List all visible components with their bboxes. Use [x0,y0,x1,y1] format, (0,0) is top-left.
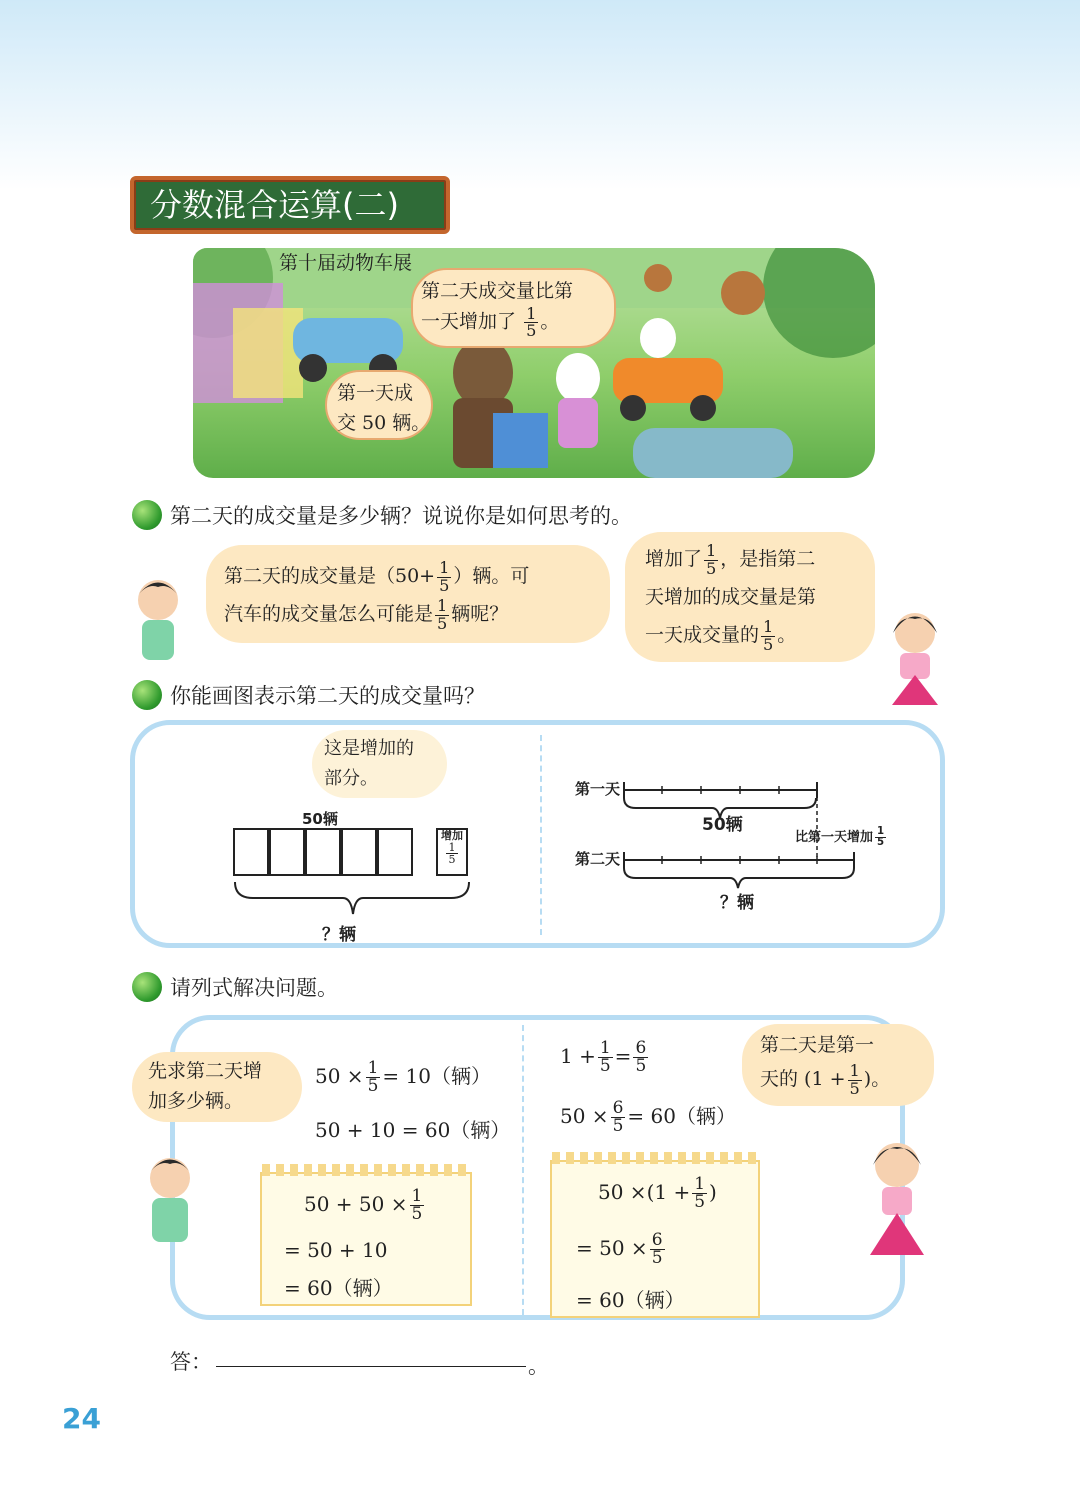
label-unknown-left: ？辆 [322,925,356,945]
label-day-2: 第二天 [575,850,621,868]
fraction: $\frac{1}{5}$ [367,1058,379,1096]
fraction: $\frac{1}{5}$ [763,617,774,654]
segment-box [269,828,305,876]
question-3: 请列式解决问题。 [170,976,338,1000]
boy-speech-bubble: 第二天的成交量是（50+ $\frac{1}{5}$ ）辆。可 汽车的成交量怎么可能是 $\frac{1}{5}$ 辆呢？ [206,545,610,643]
fraction: $\frac{1}{5}$ [849,1061,860,1098]
section-title: 分数混合运算(二) [130,176,450,234]
fraction: $\frac{6}{5}$ [612,1098,624,1136]
label-day-1: 第一天 [575,780,621,798]
increase-box: 增加 $\frac{1}{5}$ [436,828,468,876]
fraction: $\frac{1}{5}$ [694,1174,706,1212]
fraction: $\frac{1}{5}$ [599,1038,611,1076]
girl-icon [880,605,950,715]
fraction: $\frac{1}{5}$ [706,541,717,578]
fraction: $\frac{1}{5}$ [526,304,537,341]
left-brace [233,880,473,920]
left-equation-2: 50 + 10 = 60（辆） [315,1118,511,1142]
speech-bubble-second-day: 第二天成交量比第 一天增加了 $\frac{1}{5}$ 。 [411,268,616,348]
segment-box [377,828,413,876]
girl-solution-bubble: 第二天是第一 天的 (1 + $\frac{1}{5}$ )。 [742,1024,934,1106]
segment-box [233,828,269,876]
thought-bubble: 这是增加的 部分。 [312,730,447,798]
left-equation-1: 50 × $\frac{1}{5}$ = 10（辆） [315,1058,491,1096]
segment-box [341,828,377,876]
answer-label: 答： [170,1350,212,1374]
fraction: $\frac{1}{5}$ [437,596,448,633]
label-unknown-right: ？辆 [720,893,754,913]
speech-bubble-first-day: 第一天成 交 50 辆。 [325,370,433,440]
label-increase-right: 比第一天增加 $\frac{1}{5}$ [795,825,885,848]
answer-blank[interactable] [216,1366,526,1367]
car-show-illustration [193,248,875,478]
label-50-vehicles: 50辆 [302,810,338,828]
fraction: $\frac{6}{5}$ [651,1230,663,1268]
fraction: $\frac{6}{5}$ [635,1038,647,1076]
question-2: 你能画图表示第二天的成交量吗？ [170,684,485,708]
green-bullet-icon [132,972,162,1002]
question-1: 第二天的成交量是多少辆？说说你是如何思考的。 [170,504,632,528]
top-gradient-band [0,0,1080,190]
segment-box [305,828,341,876]
fraction: $\frac{1}{5}$ [439,558,450,595]
solution-divider [522,1025,524,1315]
page-number: 24 [62,1402,101,1435]
banner-text: 第十届动物车展 [279,252,413,274]
right-equation-2: 50 × $\frac{6}{5}$ = 60（辆） [560,1098,736,1136]
fraction: $\frac{1}{5}$ [448,841,456,867]
right-solution-card: 50 ×(1 + $\frac{1}{5}$ ) = 50 × $\frac{6}{5}$ = 60（辆） [550,1160,760,1318]
girl-icon [852,1135,942,1265]
answer-end: 。 [528,1354,549,1378]
label-50-vehicles-right: 50辆 [702,815,743,835]
boy-solution-bubble: 先求第二天增 加多少辆。 [132,1052,302,1122]
girl-speech-bubble: 增加了 $\frac{1}{5}$ ，是指第二 天增加的成交量是第 一天成交量的 $\frac{1}{5}$ 。 [625,532,875,662]
green-bullet-icon [132,680,162,710]
fraction: $\frac{1}{5}$ [411,1186,423,1224]
boy-icon [128,575,188,665]
green-bullet-icon [132,500,162,530]
fraction: $\frac{1}{5}$ [877,825,885,848]
right-equation-1: 1 + $\frac{1}{5}$ = $\frac{6}{5}$ [560,1038,647,1076]
left-solution-card: 50 + 50 × $\frac{1}{5}$ = 50 + 10 = 60（辆） [260,1172,472,1306]
diagram-divider [540,735,542,935]
boy-icon [130,1150,210,1250]
